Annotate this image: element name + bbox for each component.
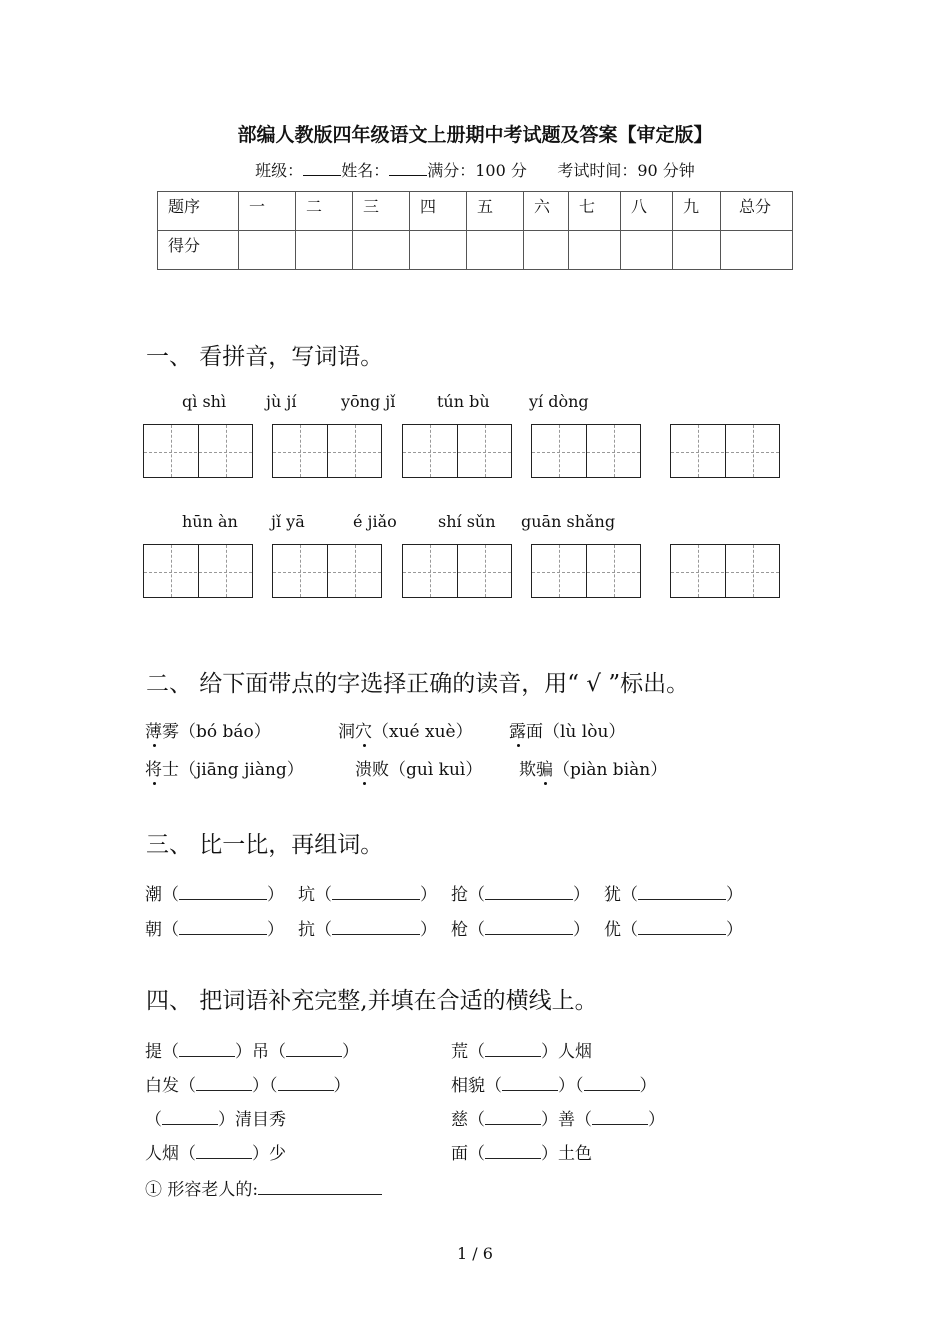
score-col-7: 七 [569, 192, 621, 231]
idiom-text: 面（ [451, 1144, 485, 1164]
writing-grid[interactable] [402, 424, 512, 478]
compare-item: 坑（ ） [298, 885, 437, 905]
reading-item [509, 717, 625, 742]
answer-blank[interactable] [286, 1044, 342, 1057]
dotted-char: 穴 [355, 722, 372, 742]
section-3-heading: 三、 比一比，再组词。 [146, 832, 384, 858]
answer-blank[interactable] [485, 1146, 541, 1159]
answer-blank[interactable] [196, 1146, 252, 1159]
idiom-text: ）土色 [541, 1144, 592, 1164]
compare-item: 犹（ ） [604, 885, 743, 905]
answer-blank[interactable] [638, 887, 726, 900]
section-2-heading: 二、 给下面带点的字选择正确的读音，用“ √ ”标出。 [146, 671, 690, 697]
idiom-text: ） [639, 1076, 657, 1096]
score-col-3: 三 [353, 192, 410, 231]
class-blank[interactable] [303, 161, 341, 176]
name-label: 姓名： [341, 161, 390, 180]
idiom-text: ） [342, 1042, 359, 1062]
idiom-item [145, 1037, 359, 1062]
score-table-score-row [158, 231, 793, 270]
dotted-char: 薄 [145, 722, 162, 742]
pinyin-10: guān shǎng [521, 512, 616, 531]
reading-options[interactable]: 败（guì kuì） [372, 760, 483, 780]
score-col-4: 四 [410, 192, 467, 231]
answer-blank[interactable] [502, 1078, 558, 1091]
score-col-1: 一 [239, 192, 296, 231]
answer-blank[interactable] [332, 887, 420, 900]
idiom-text: ）善（ [541, 1110, 592, 1130]
idiom-item [451, 1037, 592, 1062]
answer-blank[interactable] [162, 1112, 218, 1125]
section-1-heading: 一、 看拼音，写词语。 [146, 344, 384, 370]
score-col-2: 二 [296, 192, 353, 231]
idiom-text: ） [333, 1076, 351, 1096]
compare-item: 抢（ ） [451, 885, 590, 905]
idiom-text: ）（ [252, 1076, 278, 1096]
compare-char: 朝 [145, 920, 162, 940]
exam-info [0, 158, 950, 181]
reading-options[interactable]: 雾（bó báo） [162, 722, 271, 742]
page-title: 部编人教版四年级语文上册期中考试题及答案【审定版】 [237, 124, 713, 146]
answer-blank[interactable] [332, 922, 420, 935]
answer-blank[interactable] [592, 1112, 648, 1125]
answer-blank[interactable] [485, 1112, 541, 1125]
idiom-item [145, 1139, 286, 1164]
compare-item: 优（ ） [604, 920, 743, 940]
reading-item [355, 755, 482, 780]
pinyin-9: shí sǔn [438, 512, 496, 531]
idiom-item [451, 1071, 657, 1096]
idiom-item [145, 1071, 351, 1096]
idiom-item [145, 1105, 286, 1130]
idiom-text: ）吊（ [235, 1042, 286, 1062]
answer-blank[interactable] [485, 922, 573, 935]
page-number: 1 / 6 [457, 1244, 493, 1263]
plain-char: 洞 [338, 722, 355, 742]
answer-blank[interactable] [179, 1044, 235, 1057]
score-col-6: 六 [524, 192, 569, 231]
reading-options[interactable]: （piàn biàn） [553, 760, 668, 780]
score-cell[interactable] [410, 231, 467, 270]
score-col-9: 九 [673, 192, 721, 231]
section-4-heading: 四、 把词语补充完整,并填在合适的横线上。 [146, 988, 598, 1014]
class-label: 班级： [255, 161, 304, 180]
dotted-char: 露 [509, 722, 526, 742]
reading-item [519, 755, 667, 780]
compare-char: 枪 [451, 920, 468, 940]
reading-item [145, 755, 304, 780]
score-col-total: 总分 [721, 192, 793, 231]
pinyin-1: qì shì [182, 392, 227, 411]
score-col-5: 五 [467, 192, 524, 231]
dotted-char: 骗 [536, 760, 553, 780]
writing-grid[interactable] [531, 424, 641, 478]
compare-item: 潮（ ） [145, 885, 284, 905]
score-cell[interactable] [721, 231, 793, 270]
writing-grid[interactable] [143, 544, 253, 598]
writing-grid[interactable] [402, 544, 512, 598]
score-cell[interactable] [621, 231, 673, 270]
writing-grid[interactable] [272, 424, 382, 478]
pinyin-5: yí dòng [529, 392, 589, 411]
pinyin-2: jù jí [266, 392, 297, 411]
idiom-text: 人烟（ [145, 1144, 196, 1164]
idiom-item [451, 1139, 592, 1164]
answer-blank[interactable] [485, 887, 573, 900]
answer-blank[interactable] [584, 1078, 640, 1091]
compare-item: 抗（ ） [298, 920, 437, 940]
name-blank[interactable] [389, 161, 427, 176]
writing-grid[interactable] [272, 544, 382, 598]
score-cell[interactable] [569, 231, 621, 270]
writing-grid[interactable] [143, 424, 253, 478]
answer-line[interactable] [258, 1182, 382, 1195]
score-cell[interactable] [239, 231, 296, 270]
compare-char: 抗 [298, 920, 315, 940]
score-cell[interactable] [296, 231, 353, 270]
compare-item: 朝（ ） [145, 920, 284, 940]
answer-blank[interactable] [179, 922, 267, 935]
idiom-text: 荒（ [451, 1042, 485, 1062]
compare-item: 枪（ ） [451, 920, 590, 940]
idiom-text: 相貌（ [451, 1076, 502, 1096]
score-cell[interactable] [524, 231, 569, 270]
score-cell[interactable] [673, 231, 721, 270]
question-1-label: ① 形容老人的: [145, 1180, 259, 1200]
score-table-header-row [158, 192, 793, 231]
compare-char: 优 [604, 920, 621, 940]
pinyin-3: yōng jǐ [341, 392, 396, 411]
reading-item [145, 717, 271, 742]
idiom-text: （ [145, 1110, 162, 1130]
idiom-text: ）少 [252, 1144, 286, 1164]
time-label: 考试时间：90 分钟 [557, 161, 695, 180]
score-cell[interactable] [467, 231, 524, 270]
idiom-text: ） [648, 1110, 665, 1130]
dotted-char: 将 [145, 760, 162, 780]
dotted-char: 溃 [355, 760, 372, 780]
idiom-text: ）（ [558, 1076, 584, 1096]
idiom-text: 提（ [145, 1042, 179, 1062]
compare-char: 犹 [604, 885, 621, 905]
writing-grid[interactable] [670, 544, 780, 598]
score-cell[interactable] [353, 231, 410, 270]
idiom-text: 慈（ [451, 1110, 485, 1130]
answer-blank[interactable] [278, 1078, 334, 1091]
pinyin-7: jǐ yā [271, 512, 305, 531]
reading-item [338, 717, 473, 742]
idiom-item [451, 1105, 665, 1130]
pinyin-8: é jiǎo [353, 512, 397, 531]
score-table [157, 191, 793, 270]
reading-options[interactable]: 面（lù lòu） [526, 722, 626, 742]
compare-char: 潮 [145, 885, 162, 905]
score-col-8: 八 [621, 192, 673, 231]
pinyin-4: tún bù [437, 392, 490, 411]
score-row-label: 得分 [158, 231, 239, 270]
reading-options[interactable]: （xué xuè） [372, 722, 473, 742]
answer-blank[interactable] [179, 887, 267, 900]
compare-char: 坑 [298, 885, 315, 905]
idiom-text: 白发（ [145, 1076, 196, 1096]
writing-grid[interactable] [670, 424, 780, 478]
reading-options[interactable]: 士（jiāng jiàng） [162, 760, 304, 780]
question-1 [145, 1175, 382, 1200]
score-col-order: 题序 [158, 192, 239, 231]
answer-blank[interactable] [485, 1044, 541, 1057]
idiom-text: ）清目秀 [218, 1110, 286, 1130]
score-label: 满分：100 分 [427, 161, 527, 180]
writing-grid[interactable] [531, 544, 641, 598]
compare-char: 抢 [451, 885, 468, 905]
answer-blank[interactable] [638, 922, 726, 935]
answer-blank[interactable] [196, 1078, 252, 1091]
plain-char: 欺 [519, 760, 536, 780]
pinyin-6: hūn àn [182, 512, 238, 531]
idiom-text: ）人烟 [541, 1042, 592, 1062]
